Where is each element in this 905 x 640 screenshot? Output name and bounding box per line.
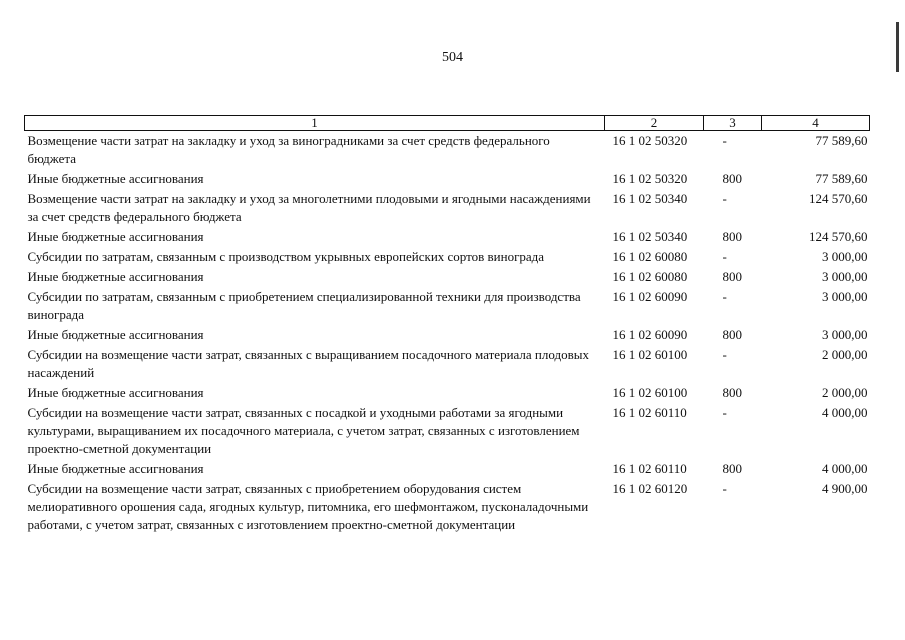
- item-name: Иные бюджетные ассигнования: [27, 461, 204, 476]
- item-code: 16 1 02 60090: [612, 327, 688, 342]
- item-amount: 2 000,00: [822, 385, 868, 400]
- item-amount: 124 570,60: [809, 191, 868, 206]
- item-amount: 124 570,60: [809, 229, 868, 244]
- item-amount: 4 000,00: [822, 405, 868, 420]
- item-name: Возмещение части затрат на закладку и уход за виноградниками за счет средств федерального бюджета: [27, 133, 550, 166]
- item-expense-type: -: [722, 289, 727, 304]
- item-amount: 3 000,00: [822, 289, 868, 304]
- item-expense-type: 800: [722, 327, 742, 342]
- item-name: Возмещение части затрат на закладку и уход за многолетними плодовыми и ягодными насаждениями за счет средств федерального бюджета: [27, 191, 591, 224]
- table-row: [25, 459, 870, 479]
- item-amount: 4 000,00: [822, 461, 868, 476]
- table-row: [25, 267, 870, 287]
- header-col-4: 4: [762, 116, 870, 131]
- table-row: [25, 169, 870, 189]
- table-row: [25, 403, 870, 459]
- item-code: 16 1 02 60110: [612, 405, 687, 420]
- item-name: Иные бюджетные ассигнования: [27, 269, 204, 284]
- item-amount: 77 589,60: [815, 133, 868, 148]
- item-name: Иные бюджетные ассигнования: [27, 385, 204, 400]
- item-expense-type: -: [722, 133, 727, 148]
- item-name: Субсидии по затратам, связанным с производством укрывных европейских сортов винограда: [27, 249, 545, 264]
- item-code: 16 1 02 60100: [612, 347, 688, 362]
- table-row: [25, 325, 870, 345]
- item-name: Иные бюджетные ассигнования: [27, 229, 204, 244]
- item-expense-type: 800: [722, 385, 742, 400]
- header-col-3: 3: [704, 116, 762, 131]
- item-expense-type: 800: [722, 229, 742, 244]
- item-name: Иные бюджетные ассигнования: [27, 327, 204, 342]
- item-name: Иные бюджетные ассигнования: [27, 171, 204, 186]
- table-row: [25, 345, 870, 383]
- item-amount: 3 000,00: [822, 249, 868, 264]
- item-code: 16 1 02 50320: [612, 133, 688, 148]
- item-code: 16 1 02 50320: [612, 171, 688, 186]
- item-code: 16 1 02 50340: [612, 191, 688, 206]
- item-code: 16 1 02 60120: [612, 481, 688, 496]
- item-name: Субсидии на возмещение части затрат, связанных с выращиванием посадочного материала плодовых насаждений: [27, 347, 589, 380]
- item-code: 16 1 02 60100: [612, 385, 688, 400]
- item-expense-type: 800: [722, 171, 742, 186]
- table-row: [25, 287, 870, 325]
- budget-table: [24, 115, 870, 535]
- scan-edge-mark: [896, 22, 899, 72]
- item-amount: 3 000,00: [822, 327, 868, 342]
- table-header-row: [25, 116, 870, 131]
- table-body: [25, 131, 870, 536]
- item-name: Субсидии на возмещение части затрат, связанных с посадкой и уходными работами за ягодными культурами, выращиванием их посадочного материала, с учетом затрат, связанных с изготовлением проектно-сметной документации: [27, 405, 580, 456]
- item-expense-type: -: [722, 481, 727, 496]
- table-row: [25, 479, 870, 535]
- item-amount: 77 589,60: [815, 171, 868, 186]
- item-code: 16 1 02 60110: [612, 461, 687, 476]
- item-name: Субсидии по затратам, связанным с приобретением специализированной техники для производства винограда: [27, 289, 581, 322]
- item-name: Субсидии на возмещение части затрат, связанных с приобретением оборудования систем мелиоративного орошения сада, ягодных культур, питомника, его шефмонтажом, пусконаладочными работами, с учетом затрат, связанных с изготовлением проектно-сметной документации: [27, 481, 589, 532]
- table-row: [25, 189, 870, 227]
- table-row: [25, 131, 870, 170]
- item-code: 16 1 02 60090: [612, 289, 688, 304]
- header-col-1: 1: [25, 116, 605, 131]
- table-row: [25, 227, 870, 247]
- item-code: 16 1 02 60080: [612, 269, 688, 284]
- page-number: 504: [442, 50, 463, 65]
- item-amount: 4 900,00: [822, 481, 868, 496]
- item-expense-type: 800: [722, 269, 742, 284]
- table-row: [25, 247, 870, 267]
- item-code: 16 1 02 60080: [612, 249, 688, 264]
- item-amount: 2 000,00: [822, 347, 868, 362]
- item-amount: 3 000,00: [822, 269, 868, 284]
- item-expense-type: -: [722, 405, 727, 420]
- item-expense-type: -: [722, 191, 727, 206]
- table-row: [25, 383, 870, 403]
- item-code: 16 1 02 50340: [612, 229, 688, 244]
- item-expense-type: -: [722, 347, 727, 362]
- header-col-2: 2: [605, 116, 704, 131]
- item-expense-type: -: [722, 249, 727, 264]
- item-expense-type: 800: [722, 461, 742, 476]
